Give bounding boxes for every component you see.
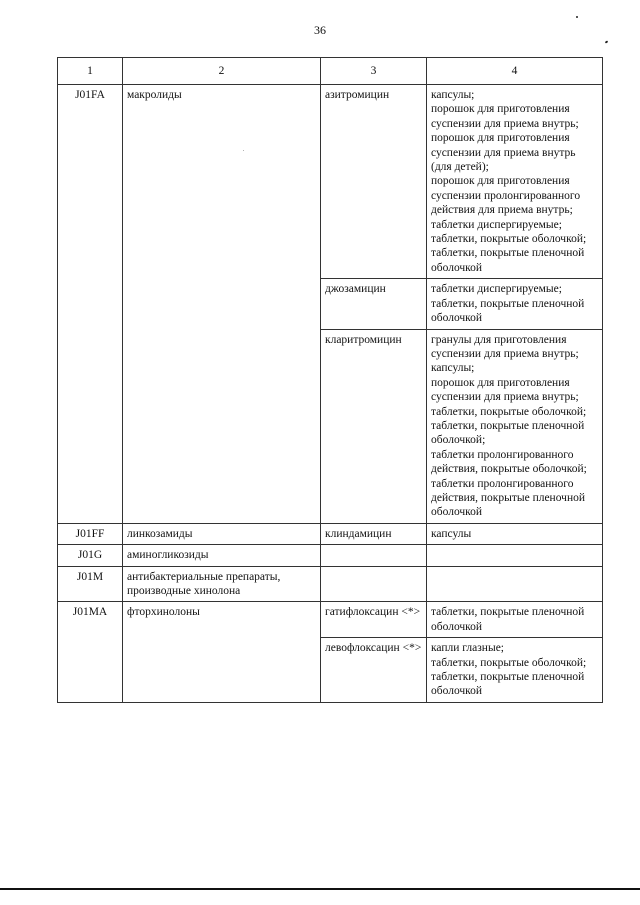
scan-speck [576,16,578,18]
table-row [58,523,603,544]
group-name-cell: фторхинолоны [123,602,321,702]
drug-name-cell [321,566,427,602]
drug-name-cell: азитромицин [321,85,427,279]
column-header-2: 2 [123,58,321,85]
group-name-cell: антибактериальные препараты, производные хинолона [123,566,321,602]
drug-name-cell [321,545,427,566]
dosage-forms-cell [427,545,603,566]
dosage-forms-cell: капсулы; порошок для приготовления суспензии для приема внутрь; порошок для приготовления суспензии для приема внутрь (для детей); порошок для приготовления суспензии пролонгированного действия для приема внутрь; таблетки диспергируемые; таблетки, покрытые оболочкой; таблетки, покрытые пленочной оболочкой [427,85,603,279]
dosage-forms-cell: гранулы для приготовления суспензии для приема внутрь; капсулы; порошок для приготовления суспензии для приема внутрь; таблетки, покрытые оболочкой; таблетки, покрытые пленочной оболочкой; таблетки пролонгированного действия, покрытые оболочкой; таблетки пролонгированного действия, покрытые пленочной оболочкой [427,329,603,523]
column-header-4: 4 [427,58,603,85]
dosage-forms-cell: капсулы [427,523,603,544]
group-name-cell: аминогликозиды [123,545,321,566]
dosage-forms-cell: таблетки диспергируемые; таблетки, покрытые пленочной оболочкой [427,279,603,329]
dosage-forms-cell: таблетки, покрытые пленочной оболочкой [427,602,603,638]
drug-name-cell: гатифлоксацин <*> [321,602,427,638]
drug-name-cell: левофлоксацин <*> [321,638,427,703]
page-number: 36 [314,23,326,37]
dosage-forms-cell [427,566,603,602]
group-name-cell: линкозамиды [123,523,321,544]
scan-speck [605,40,609,43]
drug-name-cell: клиндамицин [321,523,427,544]
atc-code-cell: J01G [58,545,123,566]
drug-name-cell: джозамицин [321,279,427,329]
table-row [58,85,603,279]
group-name-cell: макролиды [123,85,321,524]
table-row [58,566,603,602]
header-row [58,58,603,85]
column-header-3: 3 [321,58,427,85]
drug-name-cell: кларитромицин [321,329,427,523]
dosage-forms-cell: капли глазные; таблетки, покрытые оболочкой; таблетки, покрытые пленочной оболочкой [427,638,603,703]
table-row [58,545,603,566]
table-row [58,602,603,638]
atc-code-cell: J01FF [58,523,123,544]
medication-table [57,57,603,703]
atc-code-cell: J01FA [58,85,123,524]
atc-code-cell: J01MA [58,602,123,702]
page-bottom-rule [0,888,640,890]
column-header-1: 1 [58,58,123,85]
atc-code-cell: J01M [58,566,123,602]
